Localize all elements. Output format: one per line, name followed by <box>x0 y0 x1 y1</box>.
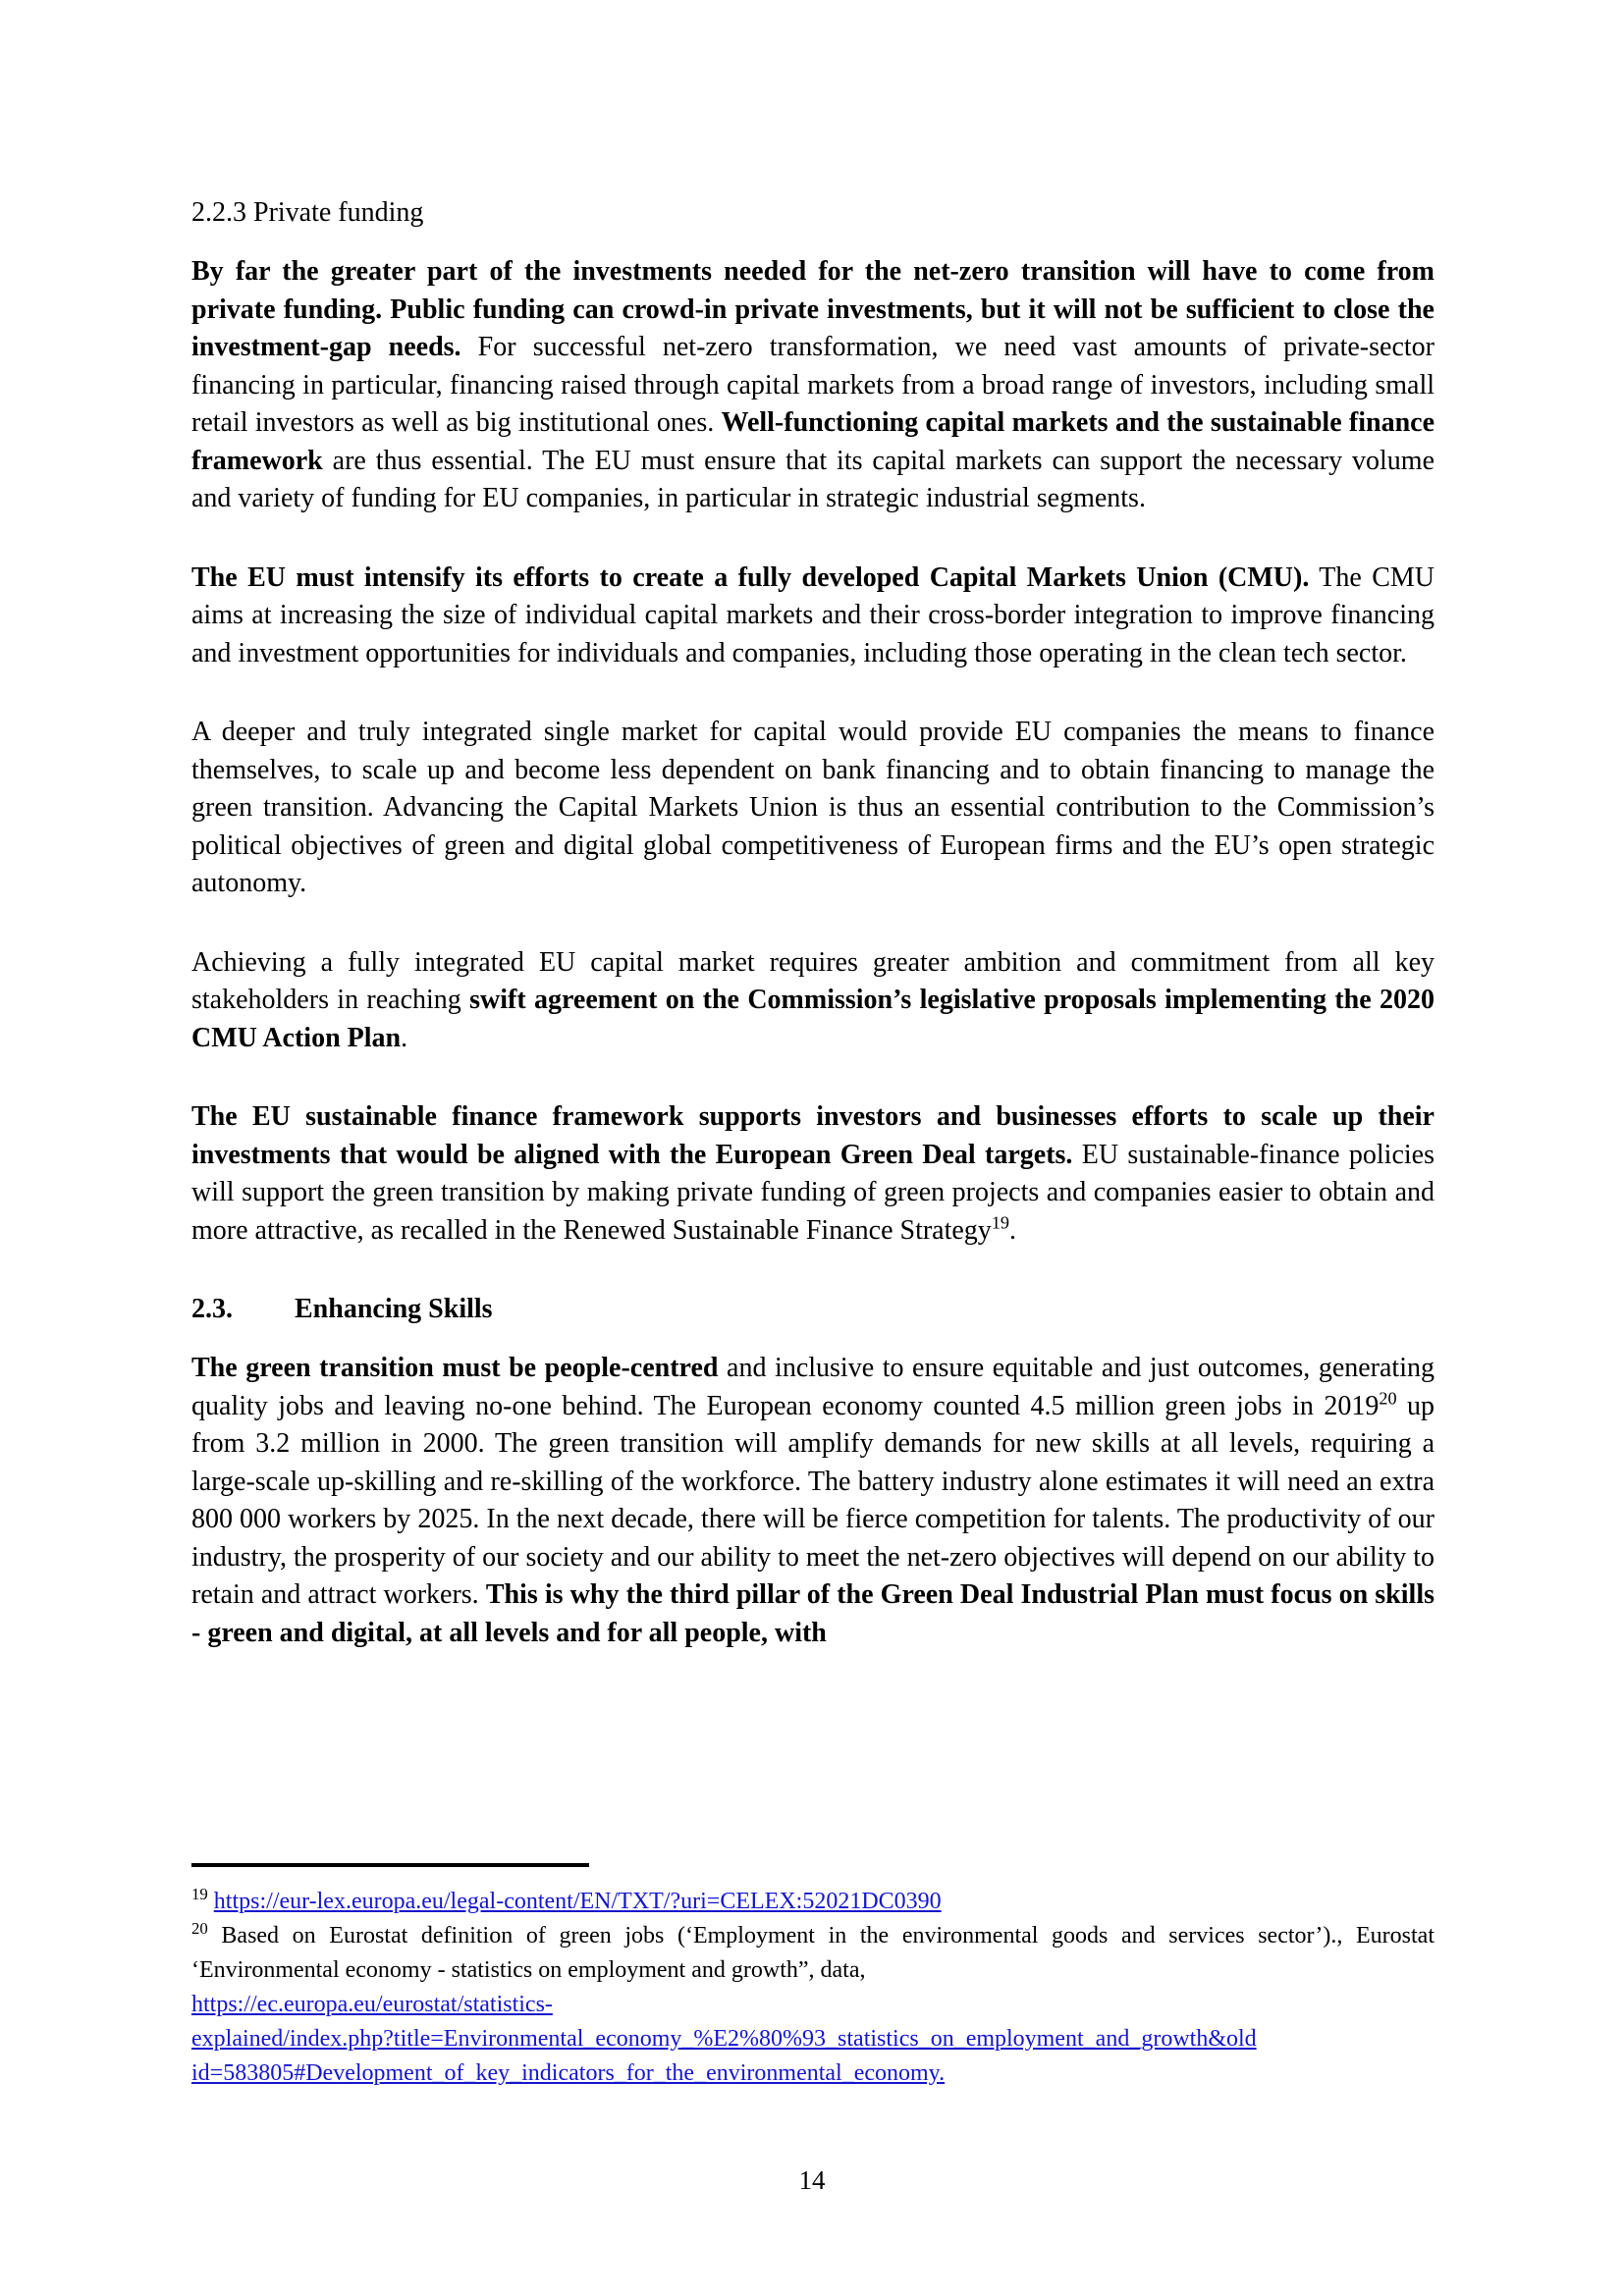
footnote-ref: 20 <box>1379 1388 1397 1409</box>
footnote-20 <box>191 1919 1435 2091</box>
hyperlink[interactable]: id=583805#Development_of_key_indicators_for_the_environmental_economy. <box>191 2060 946 2086</box>
footnote-area <box>191 1863 1435 2091</box>
text-run: up from 3.2 million in 2000. The green transition will amplify demands for new skills at all levels, requiring a large-scale up-skilling and re-skilling of the workforce. The battery industry alone estimates it will need an extra 800 000 workers by 2025. In the next decade, there will be fierce competition for talents. The productivity of our industry, the prosperity of our society and our ability to meet the net-zero objectives will depend on our ability to retain and attract workers. <box>191 1390 1435 1610</box>
text-run: For successful net-zero transformation, we need vast amounts of private-sector financing in particular, financing raised through capital markets from a broad range of investors, including small retail investors as well as big institutional ones. <box>191 332 1435 438</box>
paragraph-achieving-integration <box>191 944 1435 1058</box>
paragraph-deeper-single-market <box>191 714 1435 903</box>
text-run: By far the greater part of the investments needed for the net-zero transition will have to come from private funding. Public funding can crowd-in private investments, but it will not be sufficient to close the investment-gap needs. <box>191 256 1435 362</box>
text-run: This is why the third pillar of the Green Deal Industrial Plan must focus on skills - green and digital, at all levels and for all people, with <box>191 1579 1435 1648</box>
text-run: Well-functioning capital markets and the sustainable finance framework <box>191 407 1435 476</box>
paragraph-green-transition-skills <box>191 1350 1435 1652</box>
text-run: The EU sustainable finance framework supports investors and businesses efforts to scale up their investments that would be aligned with the European Green Deal targets. <box>191 1101 1435 1170</box>
text-run: The green transition must be people-centred <box>191 1353 719 1383</box>
text-run: A deeper and truly integrated single market for capital would provide EU companies the means to finance themselves, to scale up and become less dependent on bank financing and to obtain financing to manage the green transition. Advancing the Capital Markets Union is thus an essential contribution to the Commission’s political objectives of green and digital global competitiveness of European firms and the EU’s open strategic autonomy. <box>191 717 1435 898</box>
hyperlink[interactable]: explained/index.php?title=Environmental_economy_%E2%80%93_statistics_on_employment_and_growth&old <box>191 2026 1257 2052</box>
paragraph-sustainable-finance <box>191 1098 1435 1250</box>
page-number: 14 <box>798 2165 826 2195</box>
footnote-19 <box>191 1885 1435 1919</box>
text-run: and inclusive to ensure equitable and just outcomes, generating quality jobs and leaving no-one behind. The European economy counted 4.5 million green jobs in 2019 <box>191 1353 1435 1421</box>
hyperlink[interactable]: https://eur-lex.europa.eu/legal-content/EN/TXT/?uri=CELEX:52021DC0390 <box>213 1889 942 1914</box>
text-run: swift agreement on the Commission’s legislative proposals implementing the 2020 CMU Action Plan <box>191 985 1435 1053</box>
document-body <box>191 194 1435 1693</box>
footnote-content <box>208 1889 942 1914</box>
text-run: Based on Eurostat definition of green jobs (‘Employment in the environmental goods and services sector’)., Eurostat ‘Environmental economy - statistics on employment and growth”, data, <box>191 1923 1435 1983</box>
text-run: EU sustainable-finance policies will support the green transition by making private funding of green projects and companies easier to obtain and more attractive, as recalled in the Renewed Sustainable Finance Strategy <box>191 1139 1435 1246</box>
hyperlink[interactable]: https://ec.europa.eu/eurostat/statistics- <box>191 1992 553 2017</box>
heading-enhancing-skills <box>191 1291 1435 1328</box>
footnote-marker: 20 <box>191 1919 208 1938</box>
paragraph-private-funding-intro <box>191 253 1435 518</box>
text-run: Achieving a fully integrated EU capital market requires greater ambition and commitment from all key stakeholders in reaching <box>191 946 1435 1015</box>
text-run: . <box>1009 1214 1016 1246</box>
text-run: The CMU aims at increasing the size of individual capital markets and their cross-border integration to improve financing and investment opportunities for individuals and companies, including those operating in the clean tech sector. <box>191 561 1435 668</box>
text-run: are thus essential. The EU must ensure that its capital markets can support the necessary volume and variety of funding for EU companies, in particular in strategic industrial segments. <box>191 445 1435 513</box>
section-title: Enhancing Skills <box>295 1294 493 1324</box>
paragraph-cmu-intensify <box>191 560 1435 673</box>
footnote-separator-rule <box>191 1863 589 1867</box>
footnote-content <box>191 1923 1435 2091</box>
footnote-marker: 19 <box>191 1885 208 1903</box>
heading-private-funding: 2.2.3 Private funding <box>191 197 424 228</box>
text-run: The EU must intensify its efforts to create a fully developed Capital Markets Union (CMU). <box>191 561 1310 593</box>
text-run: . <box>401 1022 408 1053</box>
footnote-ref: 19 <box>991 1212 1009 1233</box>
section-number: 2.3. <box>191 1294 233 1324</box>
